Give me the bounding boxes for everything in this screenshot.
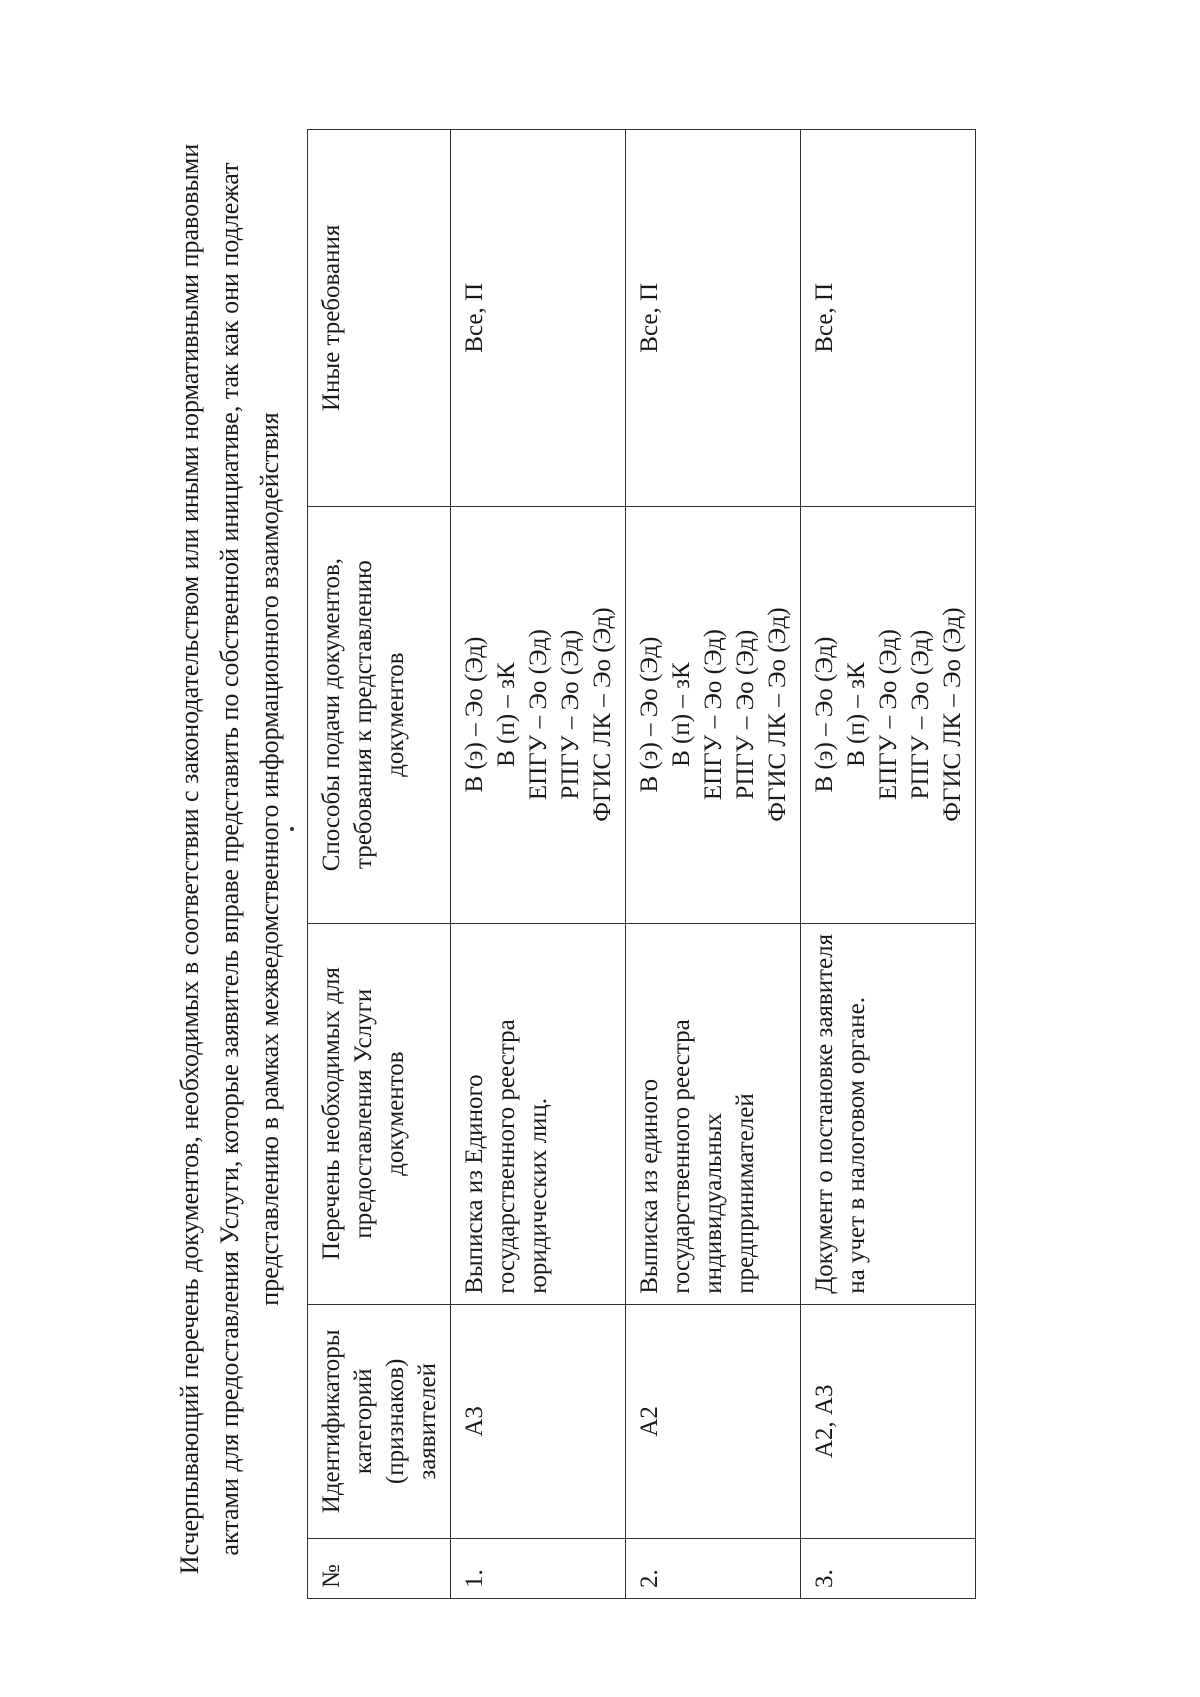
- method-line: РПГУ – Эо (Эд): [732, 629, 759, 799]
- method-line: ЕПГУ – Эо (Эд): [700, 628, 727, 800]
- method-line: В (э) – Эо (Эд): [636, 636, 663, 793]
- header-number: №: [308, 1538, 451, 1598]
- row-number: 1.: [451, 1538, 626, 1598]
- row-document-name: Документ о постановке заявителя на учет в налоговом органе.: [801, 923, 976, 1304]
- method-line: В (э) – Эо (Эд): [461, 636, 488, 793]
- documents-table: [307, 129, 976, 1599]
- scan-speck: [290, 827, 294, 831]
- method-line: ФГИС ЛК – Эо (Эд): [589, 606, 616, 822]
- table-row: [451, 129, 626, 1598]
- row-other-requirements: Все, П: [801, 129, 976, 506]
- method-line: ФГИС ЛК – Эо (Эд): [939, 606, 966, 822]
- table-row: [801, 129, 976, 1598]
- table-row: [626, 129, 801, 1598]
- rotated-document-sheet: [70, 39, 1130, 1659]
- row-number: 2.: [626, 1538, 801, 1598]
- header-applicant-ids: Идентификаторы категорий (признаков) заявителей: [308, 1304, 451, 1538]
- row-submission-methods: [801, 506, 976, 923]
- method-line: В (п) – зК: [668, 661, 695, 767]
- method-line: ФГИС ЛК – Эо (Эд): [764, 606, 791, 822]
- header-other-requirements: Иные требования: [308, 129, 451, 506]
- row-submission-methods: [626, 506, 801, 923]
- row-applicant-ids: А3: [451, 1304, 626, 1538]
- method-line: В (э) – Эо (Эд): [811, 636, 838, 793]
- row-applicant-ids: А2: [626, 1304, 801, 1538]
- method-line: ЕПГУ – Эо (Эд): [525, 628, 552, 800]
- row-submission-methods: [451, 506, 626, 923]
- row-applicant-ids: А2, А3: [801, 1304, 976, 1538]
- row-other-requirements: Все, П: [626, 129, 801, 506]
- method-line: РПГУ – Эо (Эд): [907, 629, 934, 799]
- method-line: В (п) – зК: [493, 661, 520, 767]
- row-document-name: Выписка из единого государственного реестра индивидуальных предпринимателей: [626, 923, 801, 1304]
- header-submission-methods: Способы подачи документов, требования к представлению документов: [308, 506, 451, 923]
- method-line: В (п) – зК: [843, 661, 870, 767]
- method-line: ЕПГУ – Эо (Эд): [875, 628, 902, 800]
- intro-paragraph: Исчерпывающий перечень документов, необходимых в соответствии с законодательством или иными нормативными правовыми актами для предоставления Услуги, которые заявитель вправе представить по собственной инициативе, так как они подлежат представлению в рамках межведомственного информационного взаимодействия: [175, 143, 284, 1574]
- row-document-name: Выписка из Единого государственного реестра юридических лиц.: [451, 923, 626, 1304]
- method-line: РПГУ – Эо (Эд): [557, 629, 584, 799]
- row-number: 3.: [801, 1538, 976, 1598]
- row-other-requirements: Все, П: [451, 129, 626, 506]
- table-header-row: [308, 129, 451, 1598]
- header-document-list: Перечень необходимых для предоставления Услуги документов: [308, 923, 451, 1304]
